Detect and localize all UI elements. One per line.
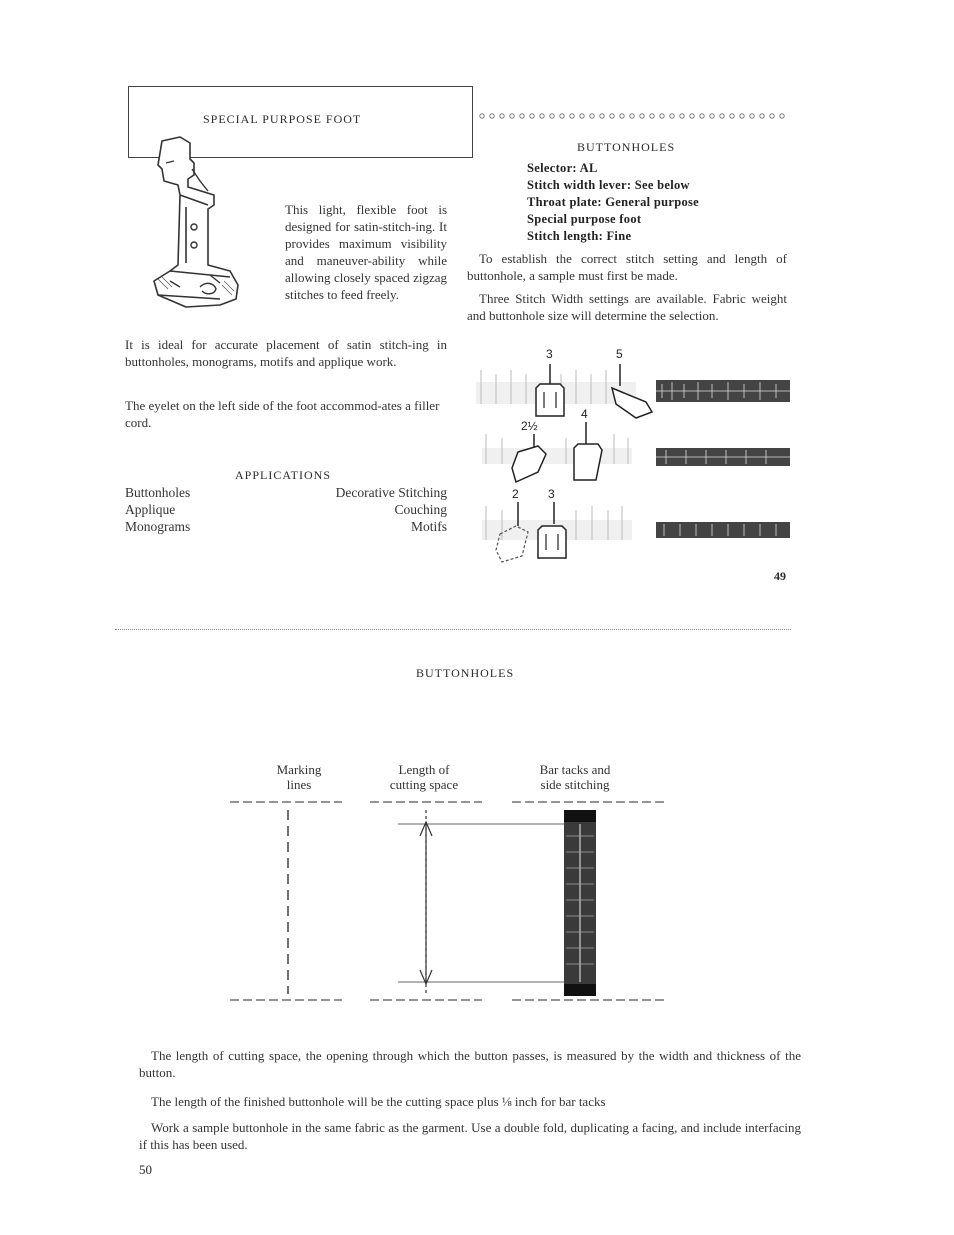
width-scale-row-1 bbox=[476, 364, 652, 418]
paragraph-establish: To establish the correct stitch setting and length of buttonhole, a sample must first be made. bbox=[467, 251, 787, 283]
paragraph-sample-work: Work a sample buttonhole in the same fabric as the garment. Use a double fold, duplicating a facing, and include interfacing if this has been used. bbox=[139, 1120, 801, 1152]
column-label: cutting space bbox=[389, 777, 459, 792]
paragraph-three-settings: Three Stitch Width settings are available. Fabric weight and buttonhole size will determine the selection. bbox=[467, 291, 787, 323]
paragraph-cutting-length: The length of cutting space, the opening through which the button passes, is measured by the width and thickness of the button. bbox=[139, 1048, 801, 1080]
width-label: 3 bbox=[546, 347, 553, 361]
spec-stitch-length: Stitch length: Fine bbox=[527, 229, 632, 243]
applications-row bbox=[125, 518, 447, 535]
application-item: Motifs bbox=[410, 519, 447, 534]
applications-title: APPLICATIONS bbox=[235, 468, 332, 482]
column-label: Bar tacks and bbox=[539, 762, 611, 777]
paragraph-ideal-use: It is ideal for accurate placement of satin stitch-ing in buttonholes, monograms, motifs and applique work. bbox=[125, 337, 447, 369]
cutting-space-arrow bbox=[398, 810, 566, 996]
column-label: Marking bbox=[276, 762, 322, 777]
buttonholes-specs bbox=[527, 160, 699, 245]
width-label: 5 bbox=[616, 347, 623, 361]
application-item: Applique bbox=[125, 502, 176, 517]
column-bar-tacks bbox=[510, 762, 640, 792]
width-label: 2½ bbox=[521, 419, 538, 433]
applications-list bbox=[125, 484, 447, 535]
bar-tack-stitching bbox=[564, 810, 596, 996]
column-label: side stitching bbox=[540, 777, 610, 792]
paragraph-eyelet: The eyelet on the left side of the foot accommod-ates a filler cord. bbox=[125, 398, 440, 430]
column-marking-lines bbox=[254, 762, 344, 792]
width-label: 2 bbox=[512, 487, 519, 501]
applications-row bbox=[125, 484, 447, 501]
presser-foot-illustration bbox=[150, 135, 260, 315]
buttonhole-diagram bbox=[226, 796, 668, 1006]
width-label: 4 bbox=[581, 407, 588, 421]
spec-stitch-width: Stitch width lever: See below bbox=[527, 178, 690, 192]
foot-description: This light, flexible foot is designed for satin-stitch-ing. It provides maximum visibility and maneuver-ability while allowing closely spaced zigzag stitches to feed freely. bbox=[285, 202, 447, 302]
buttonholes-heading-top: BUTTONHOLES bbox=[577, 140, 676, 154]
decorative-dot-row bbox=[478, 111, 790, 121]
width-label: 3 bbox=[548, 487, 555, 501]
column-cutting-space bbox=[364, 762, 484, 792]
spec-throat-plate: Throat plate: General purpose bbox=[527, 195, 700, 209]
application-item: Buttonholes bbox=[125, 485, 191, 500]
application-item: Couching bbox=[394, 502, 447, 517]
page-number-50: 50 bbox=[139, 1162, 152, 1177]
applications-row bbox=[125, 501, 447, 518]
stitch-width-diagram bbox=[466, 340, 792, 570]
stitch-sample-narrow bbox=[656, 522, 790, 538]
spec-foot: Special purpose foot bbox=[527, 212, 642, 226]
page-number-49: 49 bbox=[774, 569, 786, 583]
spec-selector: Selector: AL bbox=[527, 161, 598, 175]
width-scale-row-3 bbox=[482, 502, 632, 562]
special-purpose-foot-title: SPECIAL PURPOSE FOOT bbox=[203, 112, 362, 126]
application-item: Decorative Stitching bbox=[335, 485, 447, 500]
application-item: Monograms bbox=[125, 519, 191, 534]
width-scale-row-2 bbox=[482, 422, 632, 482]
paragraph-finished-length: The length of the finished buttonhole will be the cutting space plus ⅛ inch for bar tacks bbox=[151, 1094, 606, 1109]
column-label: lines bbox=[286, 777, 312, 792]
buttonholes-heading-bottom: BUTTONHOLES bbox=[416, 666, 515, 680]
page-divider bbox=[115, 629, 791, 630]
column-label: Length of bbox=[398, 762, 450, 777]
